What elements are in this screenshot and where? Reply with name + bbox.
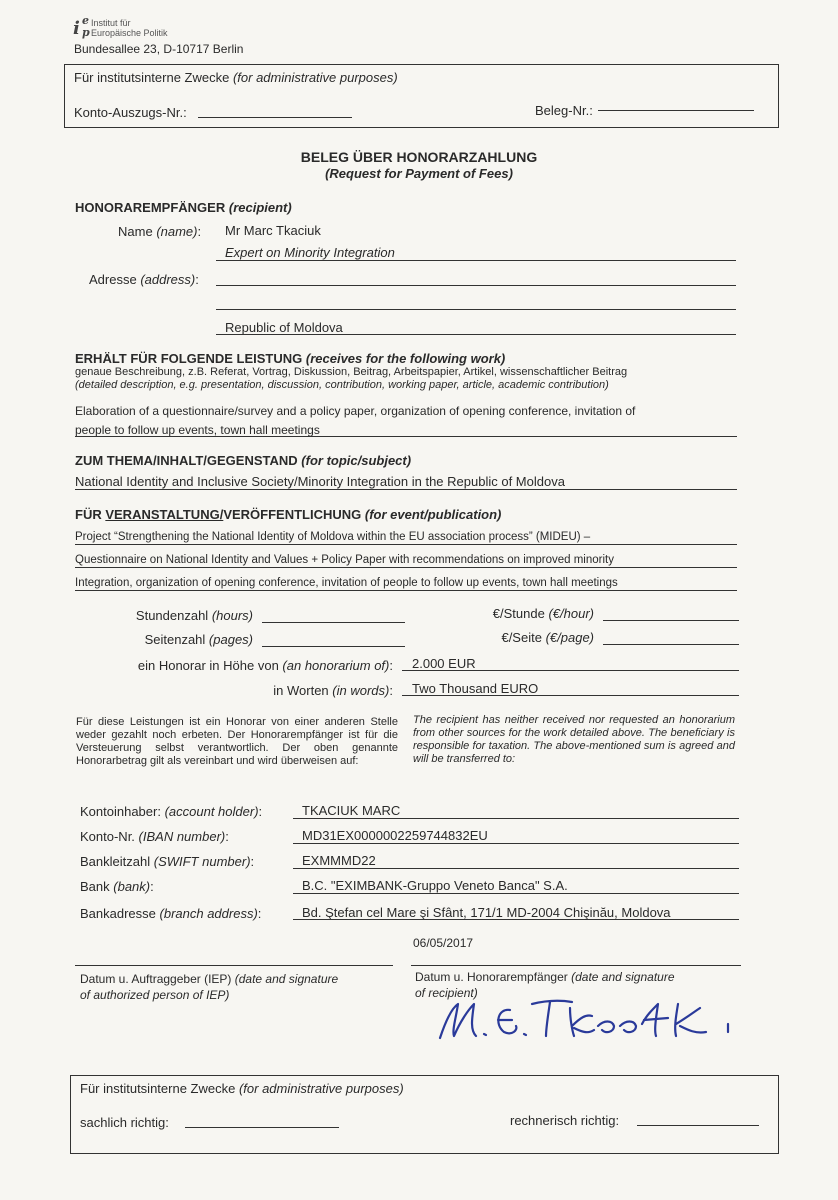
iban-value: MD31EX0000002259744832EU [302,828,488,843]
sachlich-richtig-label: sachlich richtig: [80,1115,169,1130]
topic-heading: ZUM THEMA/INHALT/GEGENSTAND (for topic/subject) [75,453,412,468]
iban-label: Konto-Nr. (IBAN number): [80,829,229,844]
honorarium-underline [402,670,739,671]
in-words-label: in Worten (in words): [273,683,393,698]
beleg-nr-label: Beleg-Nr.: [535,103,593,118]
event-underline-1 [75,544,737,545]
work-description-en: (detailed description, e.g. presentation, discussion, contribution, working paper, article, academic contribution) [75,379,609,391]
hours-label: Stundenzahl (hours) [135,608,253,623]
per-hour-field[interactable] [603,620,739,621]
topic-value: National Identity and Inclusive Society/Minority Integration in the Republic of Moldova [75,474,565,489]
per-hour-label: €/Stunde (€/hour) [492,606,594,621]
swift-label: Bankleitzahl (SWIFT number): [80,854,255,869]
logo-mark-p: p [82,26,90,39]
per-page-label: €/Seite (€/page) [501,630,594,645]
logo-mark-e: e [82,14,89,27]
org-name-line2: Europäische Politik [91,28,168,38]
recipient-position: Expert on Minority Integration [225,245,395,260]
bank-label: Bank (bank): [80,879,154,894]
issuer-signature-label: Datum u. Auftraggeber (IEP) (date and signature [80,972,339,986]
signature-line-left [75,965,393,966]
admin-top-title: Für institutsinterne Zwecke (for administrative purposes) [74,70,398,85]
address-label: Adresse (address): [89,272,199,287]
branch-underline [293,919,739,920]
recipient-name: Mr Marc Tkaciuk [225,223,321,238]
org-name-line1: Institut für [91,18,131,28]
signature-line-right [411,965,741,966]
event-line-3: Integration, organization of opening conference, invitation of people to follow up events, town hall meetings [75,577,618,589]
honorarium-label: ein Honorar in Höhe von (an honorarium of): [137,658,393,673]
topic-underline [75,489,737,490]
konto-auszugs-label: Konto-Auszugs-Nr.: [74,105,187,120]
work-heading: ERHÄLT FÜR FOLGENDE LEISTUNG (receives for the following work) [75,351,506,366]
document-title: BELEG ÜBER HONORARZAHLUNG [300,149,538,165]
swift-underline [293,868,739,869]
pages-field[interactable] [262,646,405,647]
holder-underline [293,818,739,819]
recipient-country: Republic of Moldova [225,320,343,335]
honorarium-value: 2.000 EUR [412,656,476,671]
issuer-signature-label-line2: of authorized person of IEP) [80,988,230,1002]
recipient-heading: HONORAREMPFÄNGER (recipient) [75,200,292,215]
pages-label: Seitenzahl (pages) [144,632,253,647]
hours-field[interactable] [262,622,405,623]
work-description-de: genaue Beschreibung, z.B. Referat, Vortrag, Diskussion, Beitrag, Arbeitspapier, Artikel, wissenschaftlicher Beitrag [75,366,628,378]
name-label: Name (name): [118,224,202,239]
event-line-2: Questionnaire on National Identity and Values + Policy Paper with recommendations on improved minority [75,554,614,566]
in-words-value: Two Thousand EURO [412,681,539,696]
address-line-4 [216,334,736,335]
declaration-en: The recipient has neither received nor requested an honorarium from other sources for the work detailed above. The beneficiary is responsible for taxation. The above-mentioned sum is agreed and will be transferred to: [413,714,735,765]
iban-underline [293,843,739,844]
beleg-nr-field[interactable] [598,110,754,111]
recipient-signature-label-line2: of recipient) [415,986,478,1000]
branch-label: Bankadresse (branch address): [80,906,262,921]
recipient-signature-label: Datum u. Honorarempfänger (date and signature [415,970,675,984]
bank-underline [293,893,739,894]
bank-value: B.C. "EXIMBANK-Gruppo Veneto Banca" S.A. [302,878,568,893]
holder-value: TKACIUK MARC [302,803,401,818]
event-line-1: Project “Strengthening the National Identity of Moldova within the EU association process” (MIDEU) – [75,531,591,543]
holder-label: Kontoinhaber: (account holder): [80,804,263,819]
handwritten-signature [432,990,752,1050]
document-subtitle: (Request for Payment of Fees) [325,166,513,181]
work-underline [75,436,737,437]
rechnerisch-richtig-field[interactable] [637,1125,759,1126]
declaration-de: Für diese Leistungen ist ein Honorar von einer anderen Stelle weder gezahlt noch erbeten. Der Honorarempfänger ist für die Versteuerung selbst verantwortlich. Der oben genannte Honorarbetrag gilt als vereinbart und wird überweisen auf: [76,716,398,767]
branch-value: Bd. Ştefan cel Mare şi Sfânt, 171/1 MD-2004 Chişinău, Moldova [302,905,671,920]
admin-bottom-title: Für institutsinterne Zwecke (for administrative purposes) [80,1081,404,1096]
work-line-2: people to follow up events, town hall meetings [75,423,320,437]
konto-auszugs-field[interactable] [198,117,352,118]
signature-drawing [432,990,752,1050]
address-line-3 [216,309,736,310]
per-page-field[interactable] [603,644,739,645]
sachlich-richtig-field[interactable] [185,1127,339,1128]
address-line-1 [216,260,736,261]
in-words-underline [402,695,739,696]
event-heading: FÜR VERANSTALTUNG/VERÖFFENTLICHUNG (for event/publication) [75,507,502,522]
recipient-date: 06/05/2017 [413,936,474,950]
event-underline-2 [75,567,737,568]
swift-value: EXMMMD22 [302,853,376,868]
work-line-1: Elaboration of a questionnaire/survey and a policy paper, organization of opening conference, invitation of [75,404,636,418]
event-underline-3 [75,590,737,591]
address-line-2 [216,285,736,286]
org-address: Bundesallee 23, D-10717 Berlin [74,42,244,56]
rechnerisch-richtig-label: rechnerisch richtig: [510,1113,620,1128]
logo-mark-i: i [73,18,80,39]
